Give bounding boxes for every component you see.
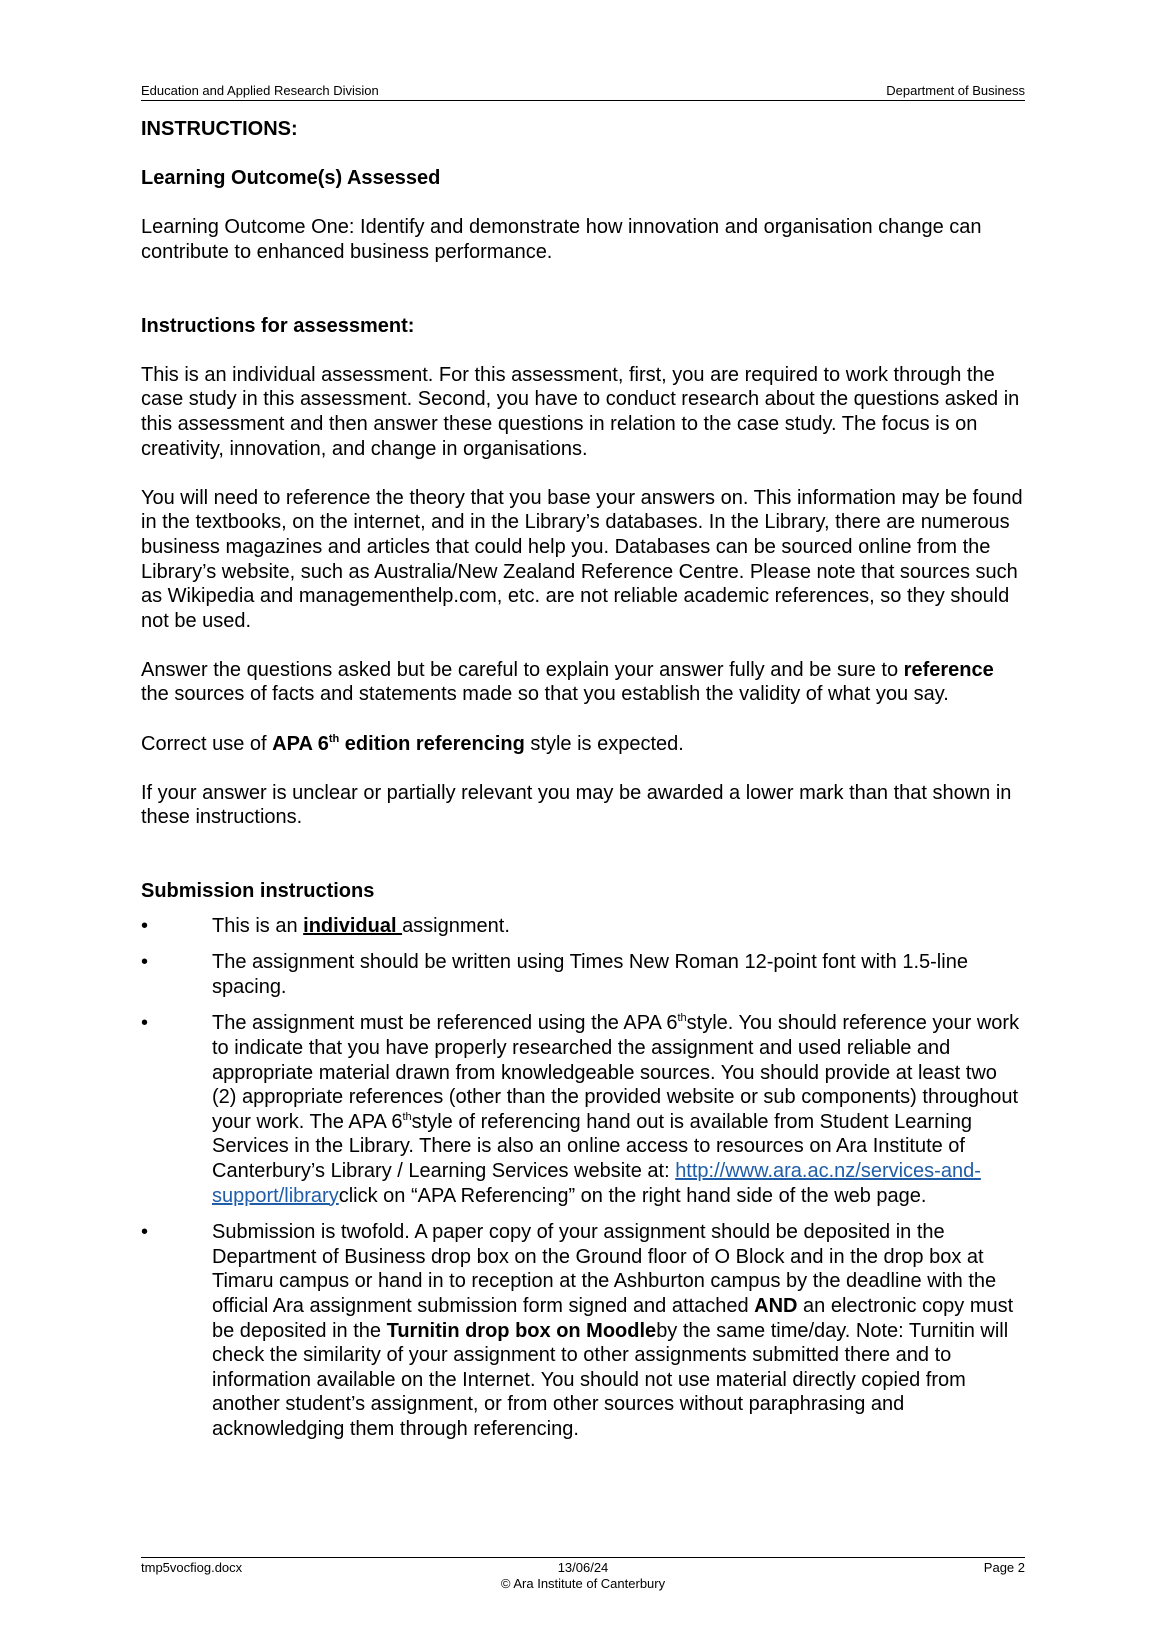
bullet-icon: • bbox=[141, 914, 149, 937]
header-division: Education and Applied Research Division bbox=[141, 83, 379, 98]
learning-outcomes-heading: Learning Outcome(s) Assessed bbox=[141, 167, 441, 190]
assessment-heading: Instructions for assessment: bbox=[141, 314, 415, 337]
assessment-paragraph-3: Answer the questions asked but be careful to explain your answer fully and be sure to reference the sources of facts and statements made so that you establish the validity of what you say. bbox=[141, 658, 994, 706]
page-footer bbox=[141, 1557, 1025, 1598]
instructions-title: INSTRUCTIONS: bbox=[141, 118, 298, 140]
assessment-paragraph-5: If your answer is unclear or partially relevant you may be awarded a lower mark than that shown in these instructions. bbox=[141, 781, 1012, 829]
assessment-paragraph-1: This is an individual assessment. For this assessment, first, you are required to work through the case study in this assessment. Second, you have to conduct research about the questions asked in this assessment and then answer these questions in relation to the case study. The focus is on creativity, innovation, and change in organisations. bbox=[141, 363, 1020, 460]
page-header bbox=[141, 83, 1025, 101]
list-item: • This is an individual assignment. bbox=[141, 914, 510, 937]
submission-list bbox=[141, 914, 1025, 1442]
bullet-icon: • bbox=[141, 1012, 149, 1035]
footer-filename: tmp5vocfiog.docx bbox=[141, 1560, 243, 1575]
assessment-paragraph-2: You will need to reference the theory that you base your answers on. This information may be found in the textbooks, on the internet, and in the Library’s databases. In the Library, there are numerous business magazines and articles that could help you. Databases can be sourced online from the Library’s website, such as Australia/New Zealand Reference Centre. Please note that sources such as Wikipedia and managementhelp.com, etc. are not reliable academic references, so they should not be used. bbox=[141, 486, 1023, 632]
footer-center bbox=[141, 1560, 1025, 1592]
footer-date: 13/06/24 bbox=[557, 1560, 609, 1575]
assessment-paragraph-4: Correct use of APA 6th edition referencing style is expected. bbox=[141, 732, 684, 755]
footer-page-number: Page 2 bbox=[983, 1560, 1025, 1575]
bullet-icon: • bbox=[141, 951, 149, 974]
document-body bbox=[141, 117, 1025, 1442]
list-item: • The assignment should be written using Times New Roman 12-point font with 1.5-line spacing. bbox=[141, 951, 968, 998]
list-item: • Submission is twofold. A paper copy of your assignment should be deposited in the Department of Business drop box on the Ground floor of O Block and in the drop box at Timaru campus or hand in to reception at the Ashburton campus by the deadline with the official Ara assignment submission form signed and attached AND an electronic copy must be deposited in the Turnitin drop box on Moodleby the same time/day. Note: Turnitin will check the similarity of your assignment to other assignments submitted there and to information available on the Internet. You should not use material directly copied from another student’s assignment, or from other sources without paraphrasing and acknowledging them through referencing. bbox=[141, 1221, 1014, 1440]
list-item: • The assignment must be referenced using the APA 6thstyle. You should reference your work to indicate that you have properly researched the assignment and used reliable and appropriate material drawn from knowledgeable sources. You should provide at least two (2) appropriate references (other than the provided website or sub components) throughout your work. The APA 6thstyle of referencing hand out is available from Student Learning Services in the Library. There is also an online access to resources on Ara Institute of Canterbury’s Library / Learning Services website at: http://www.ara.ac.nz/services-and-support/libraryclick on “APA Referencing” on the right hand side of the web page. bbox=[141, 1012, 1020, 1207]
library-link[interactable]: http://www.ara.ac.nz/services-and-support/library bbox=[212, 1159, 981, 1207]
footer-copyright: © Ara Institute of Canterbury bbox=[500, 1576, 666, 1591]
document-page bbox=[141, 0, 1025, 1638]
learning-outcome-text: Learning Outcome One: Identify and demonstrate how innovation and organisation change can contribute to enhanced business performance. bbox=[141, 216, 982, 263]
submission-heading: Submission instructions bbox=[141, 880, 375, 903]
bullet-icon: • bbox=[141, 1221, 149, 1244]
header-department: Department of Business bbox=[886, 83, 1025, 98]
